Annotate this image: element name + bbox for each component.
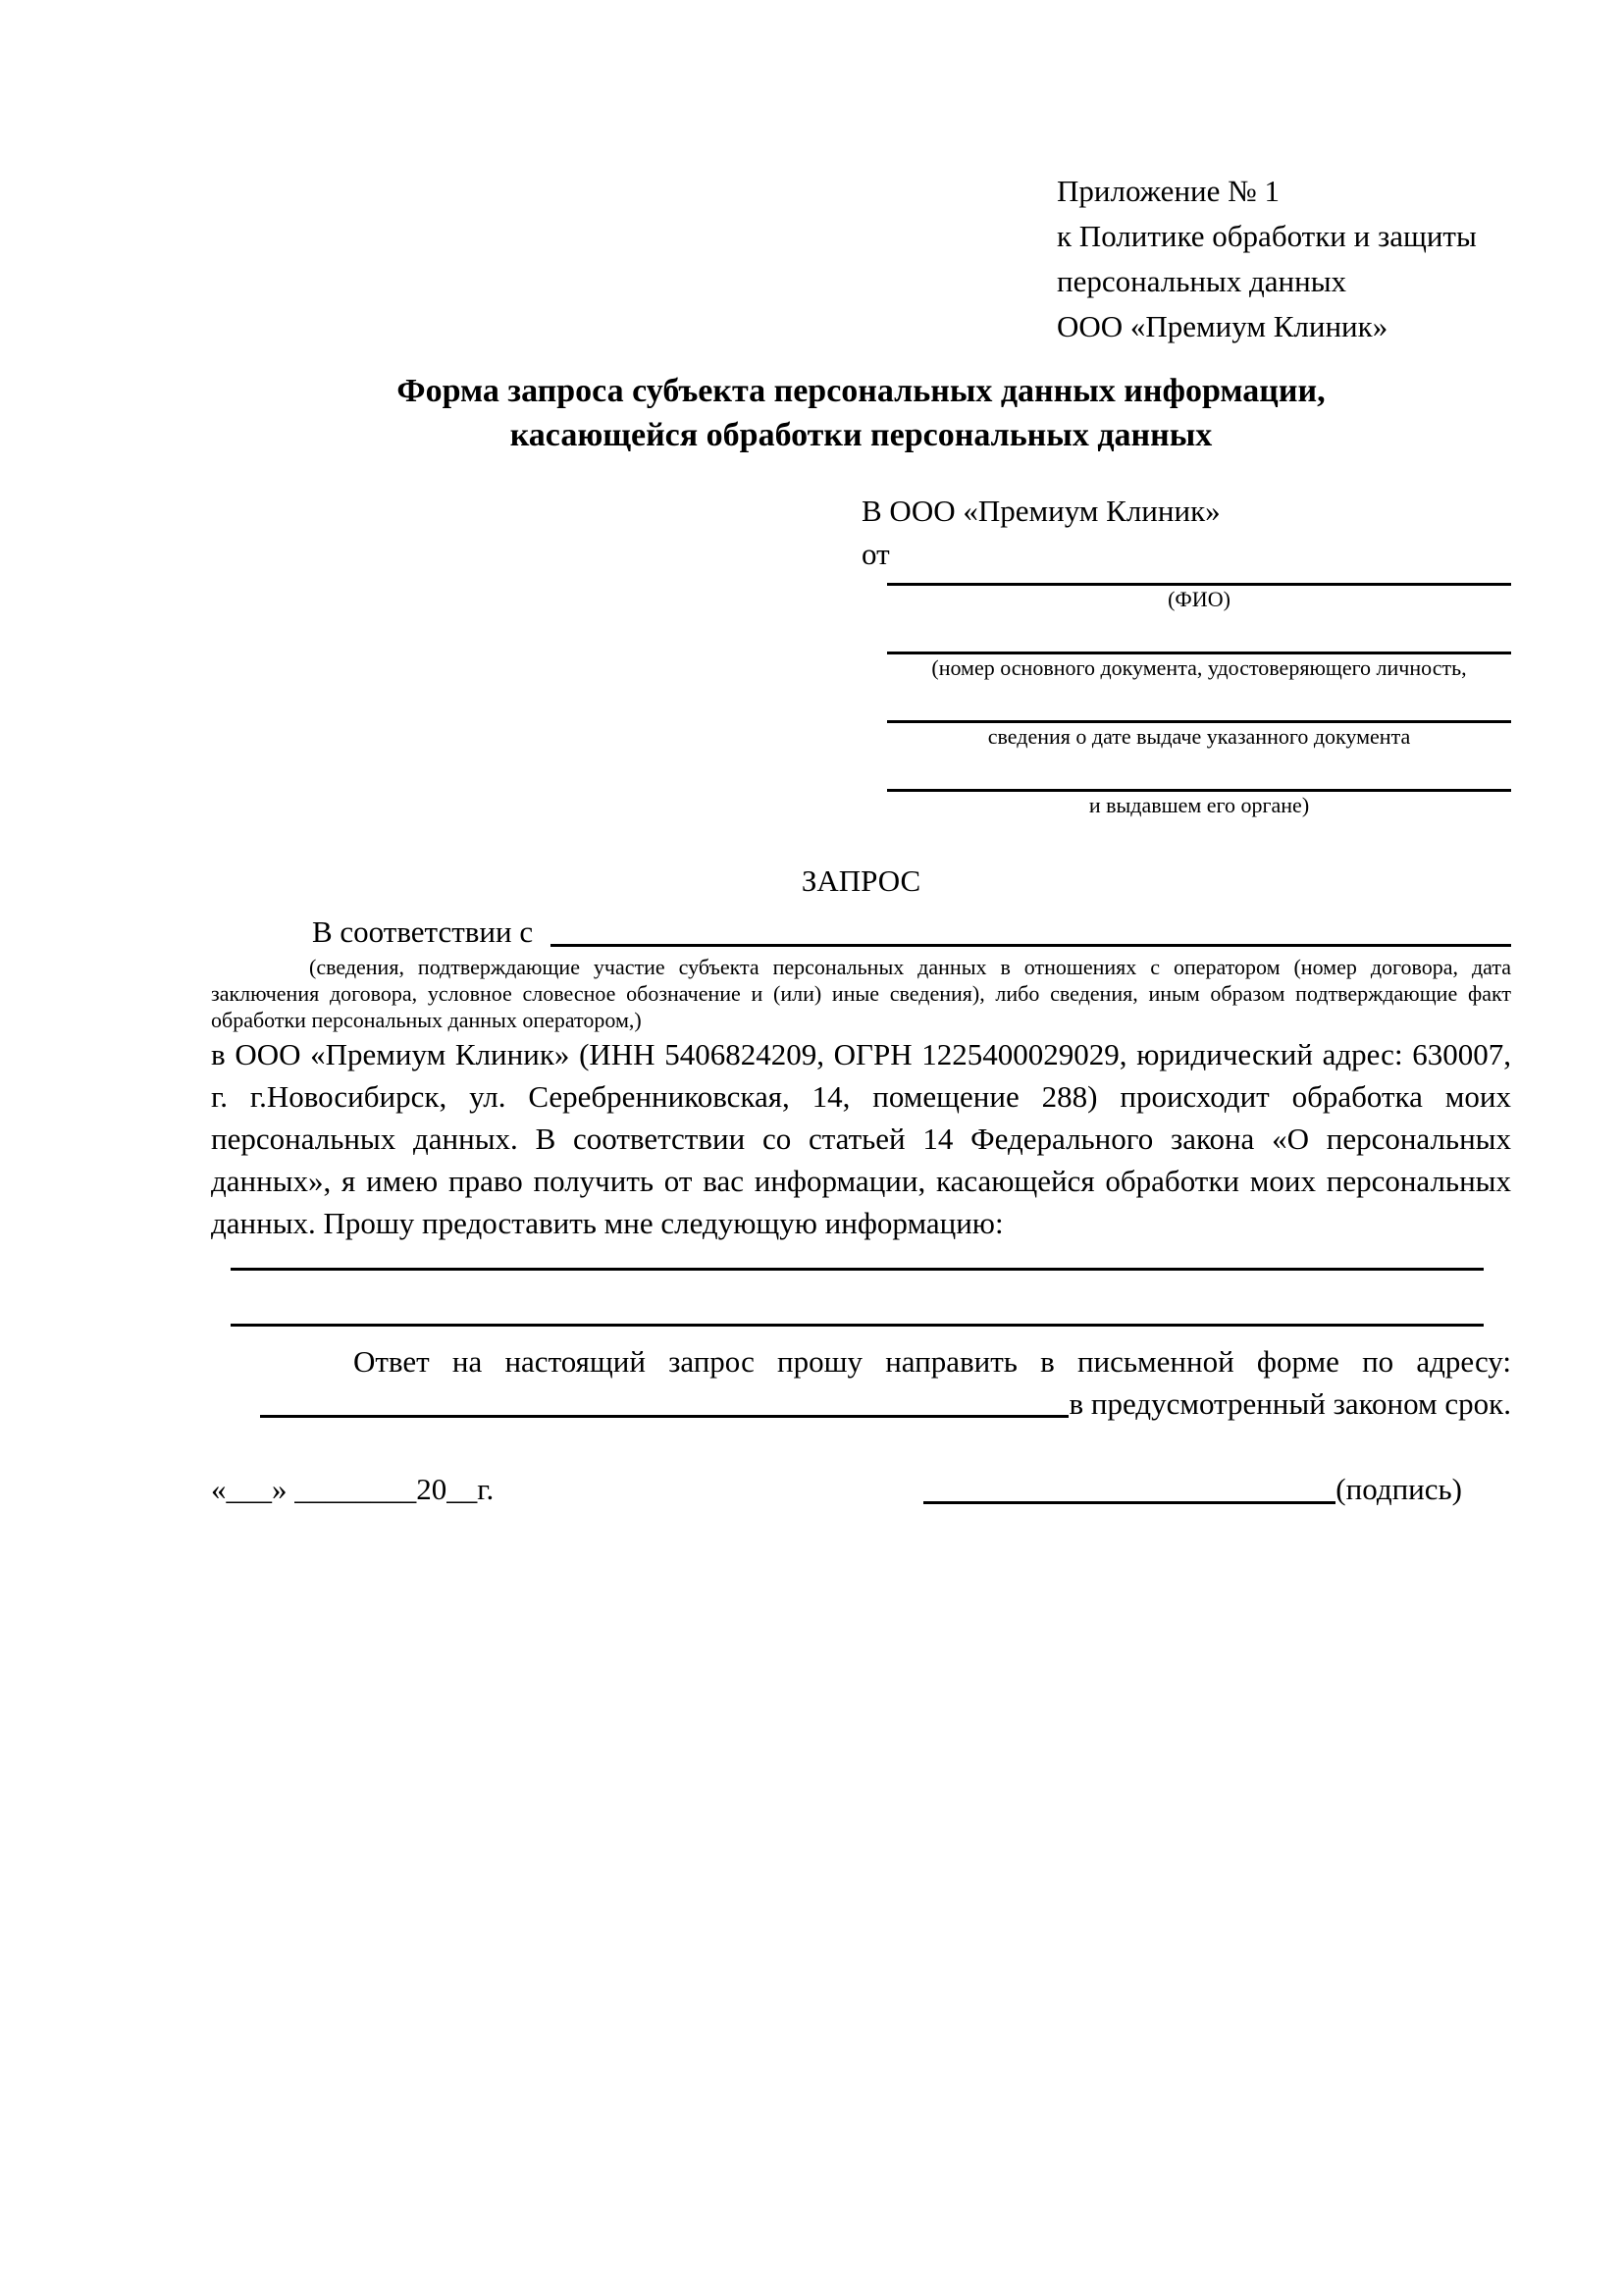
issuing-authority-blank-line [887, 750, 1511, 792]
title-line-1: Форма запроса субъекта персональных данных информации, [396, 373, 1326, 409]
name-blank-line [887, 576, 1511, 586]
document-title [211, 369, 1511, 457]
annex-line: ООО «Премиум Клиник» [1057, 309, 1388, 343]
title-line-2: касающейся обработки персональных данных [509, 417, 1213, 453]
name-field [862, 576, 1511, 612]
annex-line: Приложение № 1 [1057, 174, 1280, 208]
issue-date-blank-line [887, 681, 1511, 723]
issue-date-field [862, 681, 1511, 750]
accordance-note: (сведения, подтверждающие участие субъекта персональных данных в отношениях с оператором (номер договора, дата заключения договора, условное словесное обозначение и (или) иные сведения), либо сведения, иным образом подтверждающие факт обработки персональных данных оператором,) [211, 955, 1511, 1032]
info-blank-line-1 [231, 1244, 1484, 1271]
date-signature-row [211, 1468, 1462, 1511]
response-request-line: Ответ на настоящий запрос прошу направить в письменной форме по адресу: [353, 1344, 1511, 1379]
response-suffix: в предусмотренный законом срок. [1069, 1386, 1511, 1421]
addressee-from-label: от [862, 537, 890, 571]
addressee-block [862, 490, 1511, 818]
annex-block [1057, 169, 1511, 349]
id-document-blank-line [887, 612, 1511, 654]
accordance-prefix: В соответствии с [312, 914, 534, 949]
addressee-to: В ООО «Премиум Клиник» [862, 494, 1221, 528]
issue-date-field-caption: сведения о дате выдаче указанного документа [987, 724, 1411, 749]
request-body-paragraph: в ООО «Премиум Клиник» (ИНН 5406824209, ОГРН 1225400029029, юридический адрес: 630007, г. г.Новосибирск, ул. Серебренниковская, 14, помещение 288) происходит обработка моих персональных данных. В соответствии со статьей 14 Федерального закона «О персональных данных», я имею право получить от вас информации, касающейся обработки моих персональных данных. Прошу предоставить мне следующую информацию: [211, 1037, 1511, 1240]
request-heading: ЗАПРОС [801, 863, 921, 898]
id-document-field-caption: (номер основного документа, удостоверяющего личность, [931, 655, 1467, 680]
signature-blank-line [923, 1468, 1335, 1504]
issuing-authority-field [862, 750, 1511, 818]
info-blank-line-2 [231, 1271, 1484, 1327]
signature-caption: (подпись) [1335, 1472, 1462, 1506]
accordance-row [211, 911, 1511, 954]
accordance-blank-line [550, 911, 1511, 947]
date-blank-line: «___» ________20__г. [211, 1472, 495, 1506]
name-field-caption: (ФИО) [1168, 587, 1230, 611]
response-address-blank-line [260, 1383, 1069, 1418]
signature-area [923, 1468, 1462, 1511]
response-address-row [260, 1383, 1511, 1425]
annex-line: персональных данных [1057, 264, 1347, 298]
issuing-authority-field-caption: и выдавшем его органе) [1088, 793, 1310, 817]
id-document-field [862, 612, 1511, 681]
annex-line: к Политике обработки и защиты [1057, 219, 1477, 253]
